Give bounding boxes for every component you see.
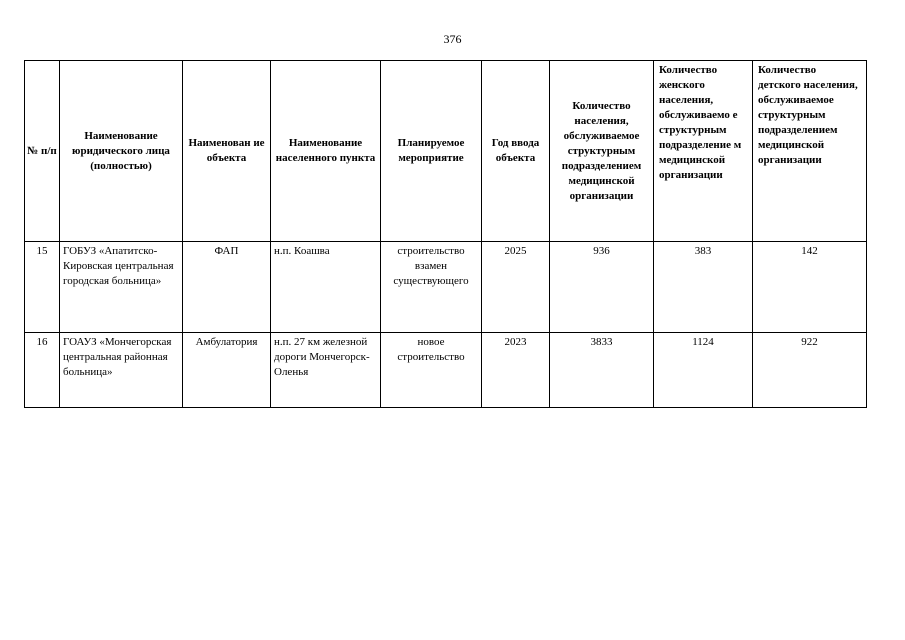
cell-number: 16 xyxy=(25,333,60,408)
header-year: Год ввода объекта xyxy=(482,61,550,242)
cell-population: 936 xyxy=(550,242,654,333)
cell-number: 15 xyxy=(25,242,60,333)
header-population: Количество населения, обслуживаемое структурным подразделением медицинской организации xyxy=(550,61,654,242)
table-row xyxy=(25,242,867,333)
header-child-population: Количество детского населения, обслуживаемое структурным подразделением медицинской организации xyxy=(753,61,867,242)
header-number: № п/п xyxy=(25,61,60,242)
cell-measure: новое строительство xyxy=(381,333,482,408)
cell-object-name: Амбулатория xyxy=(183,333,271,408)
cell-measure: строительство взамен существующего xyxy=(381,242,482,333)
page-number: 376 xyxy=(443,32,462,46)
table-header-row xyxy=(25,61,867,242)
cell-female-population: 383 xyxy=(654,242,753,333)
header-settlement: Наименование населенного пункта xyxy=(271,61,381,242)
header-measure: Планируемое мероприятие xyxy=(381,61,482,242)
cell-female-population: 1124 xyxy=(654,333,753,408)
cell-year: 2023 xyxy=(482,333,550,408)
table-row xyxy=(25,333,867,408)
header-object-name: Наименован ие объекта xyxy=(183,61,271,242)
cell-population: 3833 xyxy=(550,333,654,408)
facilities-table xyxy=(24,60,867,408)
header-female-population: Количество женского населения, обслуживаемо е структурным подразделение м медицинской организации xyxy=(654,61,753,242)
cell-legal-entity: ГОАУЗ «Мончегорская центральная районная больница» xyxy=(60,333,183,408)
cell-settlement: н.п. 27 км железной дороги Мончегорск-Оленья xyxy=(271,333,381,408)
cell-year: 2025 xyxy=(482,242,550,333)
cell-settlement: н.п. Коашва xyxy=(271,242,381,333)
cell-child-population: 922 xyxy=(753,333,867,408)
cell-child-population: 142 xyxy=(753,242,867,333)
cell-legal-entity: ГОБУЗ «Апатитско-Кировская центральная городская больница» xyxy=(60,242,183,333)
cell-object-name: ФАП xyxy=(183,242,271,333)
header-legal-entity: Наименование юридического лица (полностью) xyxy=(60,61,183,242)
